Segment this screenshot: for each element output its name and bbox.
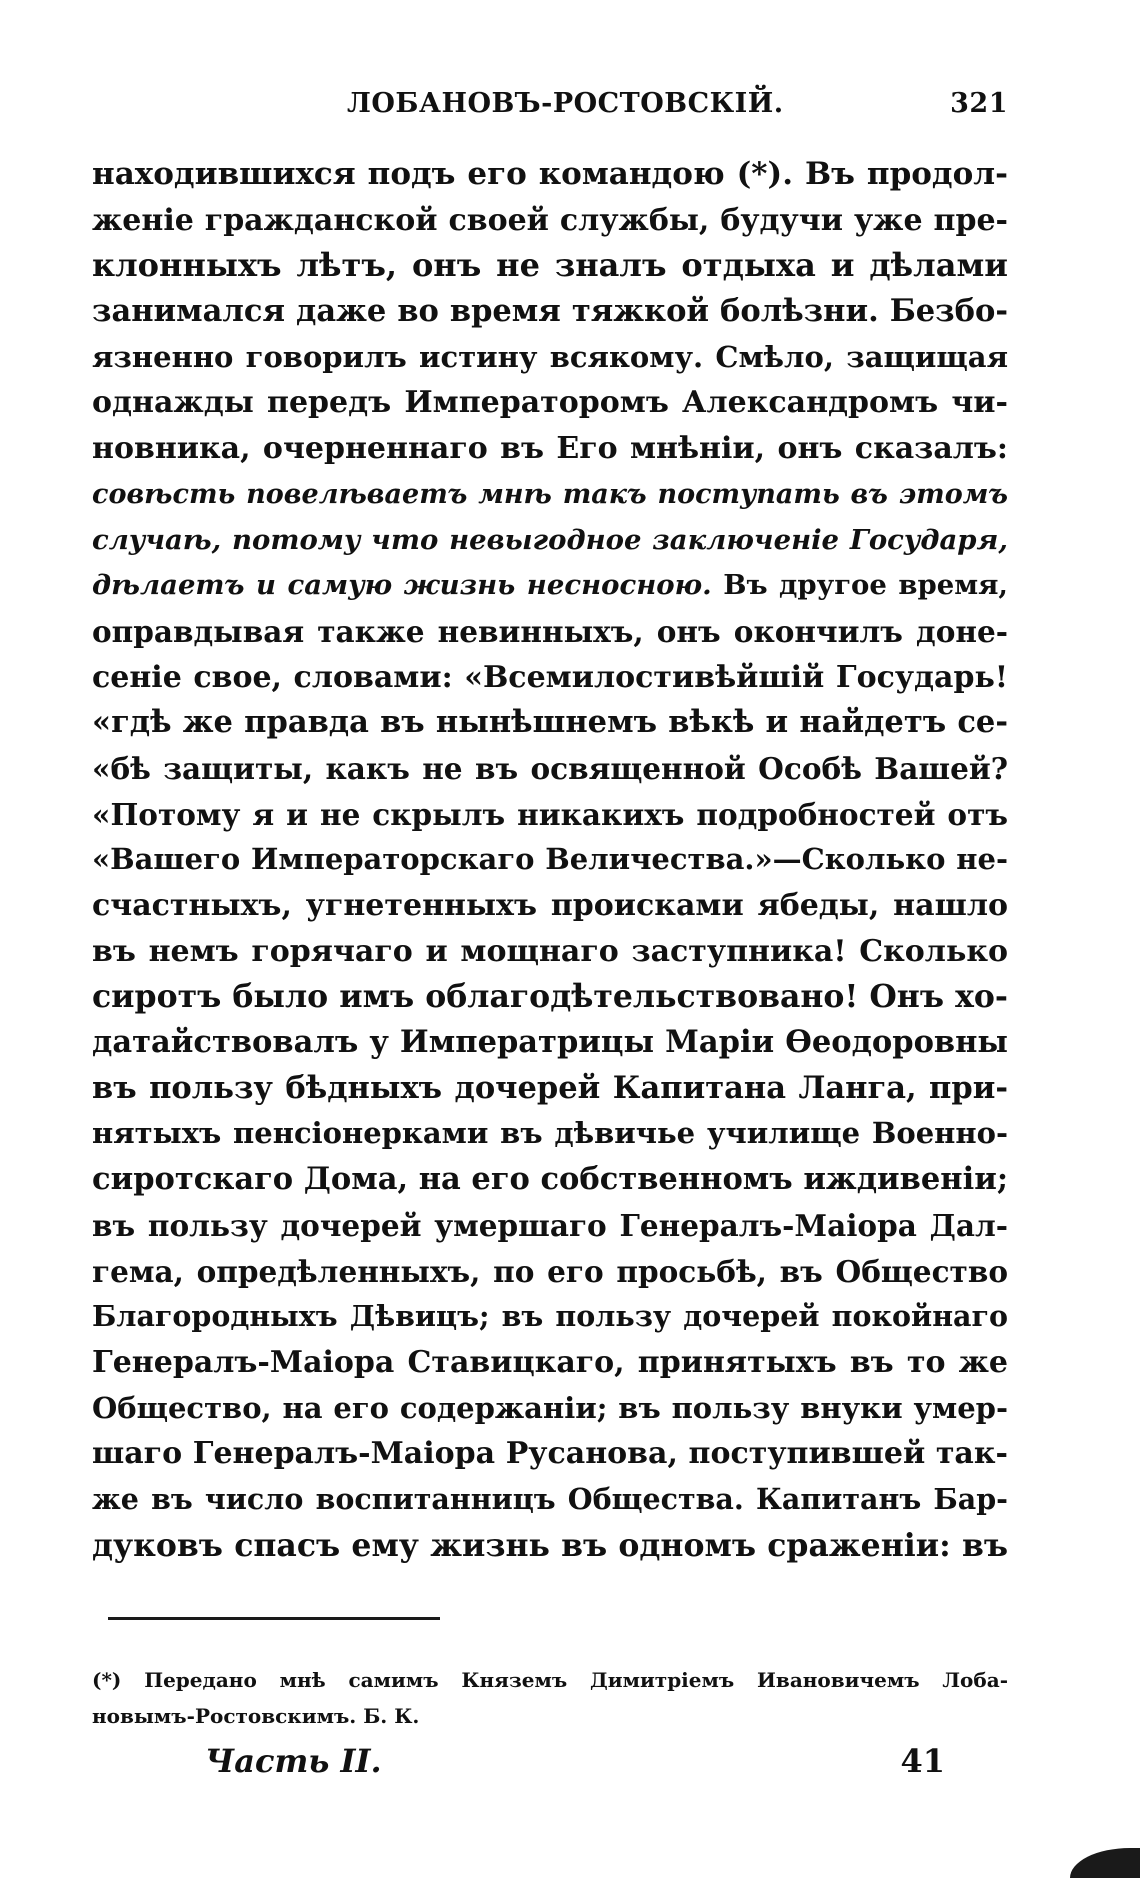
text-line: датайствовалъ у Императрицы Маріи Ѳеодоровны: [92, 1024, 1008, 1061]
text-line: въ пользу дочерей умершаго Генералъ-Маіора Дал-: [92, 1207, 1008, 1243]
ink-blot: [1070, 1848, 1140, 1878]
text-line: счастныхъ, угнетенныхъ происками ябеды, нашло: [92, 888, 1008, 923]
text-line: Общество, на его содержаніи; въ пользу внуки умер-: [92, 1390, 1008, 1425]
signature-line: [205, 1742, 945, 1786]
text-line: язненно говорилъ истину всякому. Смѣло, защищая: [92, 339, 1008, 374]
text-line: оправдывая также невинныхъ, онъ окончилъ доне-: [92, 613, 1008, 649]
text-line: Генералъ-Маіора Ставицкаго, принятыхъ въ то же: [92, 1344, 1008, 1380]
text-line: однажды передъ Императоромъ Александромъ чи-: [92, 385, 1008, 421]
text-line: дуковъ спасъ ему жизнь въ одномъ сраженіи: въ: [92, 1526, 1008, 1564]
text-line: совѣсть повелѣваетъ мнѣ такъ поступать въ этомъ: [92, 478, 1008, 510]
text-line: клонныхъ лѣтъ, онъ не зналъ отдыха и дѣлами: [92, 246, 1008, 285]
running-title: ЛОБАНОВЪ-РОСТОВСКІЙ.: [347, 88, 784, 119]
text-line: въ немъ горячаго и мощнаго заступника! Сколько: [92, 933, 1008, 969]
footnote-rule: [108, 1617, 440, 1620]
text-line: сиротскаго Дома, на его собственномъ иждивеніи;: [92, 1161, 1009, 1198]
text-line: находившихся подъ его командою (*). Въ продол-: [92, 156, 1008, 192]
text-line: новника, очерненнаго въ Его мнѣніи, онъ сказалъ:: [92, 431, 1008, 467]
footnote-line: новымъ-Ростовскимъ. Б. К.: [92, 1704, 420, 1728]
text-line: «Вашего Императорскаго Величества.»—Сколько не-: [92, 842, 1008, 877]
footnote: [92, 1662, 1008, 1734]
main-text: [92, 152, 1008, 1568]
text-line: занимался даже во время тяжкой болѣзни. Безбо-: [92, 293, 1008, 330]
text-line: нятыхъ пенсіонерками въ дѣвичье училище Военно-: [92, 1116, 1008, 1151]
text-line: шаго Генералъ-Маіора Русанова, поступившей так-: [92, 1436, 1008, 1472]
text-line: «бѣ защиты, какъ не въ освященной Особѣ Вашей?: [92, 750, 1008, 786]
text-line: же въ число воспитанницъ Общества. Капитанъ Бар-: [92, 1481, 1008, 1516]
text-line: въ пользу бѣдныхъ дочерей Капитана Ланга, при-: [92, 1069, 1008, 1106]
page-number: 321: [950, 88, 1008, 119]
footnote-line: (*) Передано мнѣ самимъ Княземъ Димитріемъ Ивановичемъ Лоба-: [92, 1668, 1008, 1692]
text-line: [92, 563, 1008, 609]
text-line: женіе гражданской своей службы, будучи уже пре-: [92, 202, 1008, 238]
text-line: гема, опредѣленныхъ, по его просьбѣ, въ Общество: [92, 1253, 1008, 1289]
text-line: случаѣ, потому что невыгодное заключеніе Государя,: [92, 523, 1008, 556]
text-line: «гдѣ же правда въ нынѣшнемъ вѣкѣ и найдетъ се-: [92, 704, 1008, 741]
text-line: сеніе свое, словами: «Всемилостивѣйшій Государь!: [92, 659, 1008, 695]
volume-part: Часть II.: [205, 1742, 382, 1780]
sheet-signature: 41: [900, 1742, 945, 1780]
normal-segment: Въ другое время,: [711, 569, 1008, 602]
running-header: [92, 88, 1008, 128]
text-line: сиротъ было имъ облагодѣтельствовано! Онъ хо-: [92, 978, 1008, 1016]
text-line: «Потому я и не скрылъ никакихъ подробностей отъ: [92, 796, 1008, 832]
text-line: Благородныхъ Дѣвицъ; въ пользу дочерей покойнаго: [92, 1299, 1008, 1334]
italic-segment: дѣлаетъ и самую жизнь несносною.: [92, 569, 712, 602]
